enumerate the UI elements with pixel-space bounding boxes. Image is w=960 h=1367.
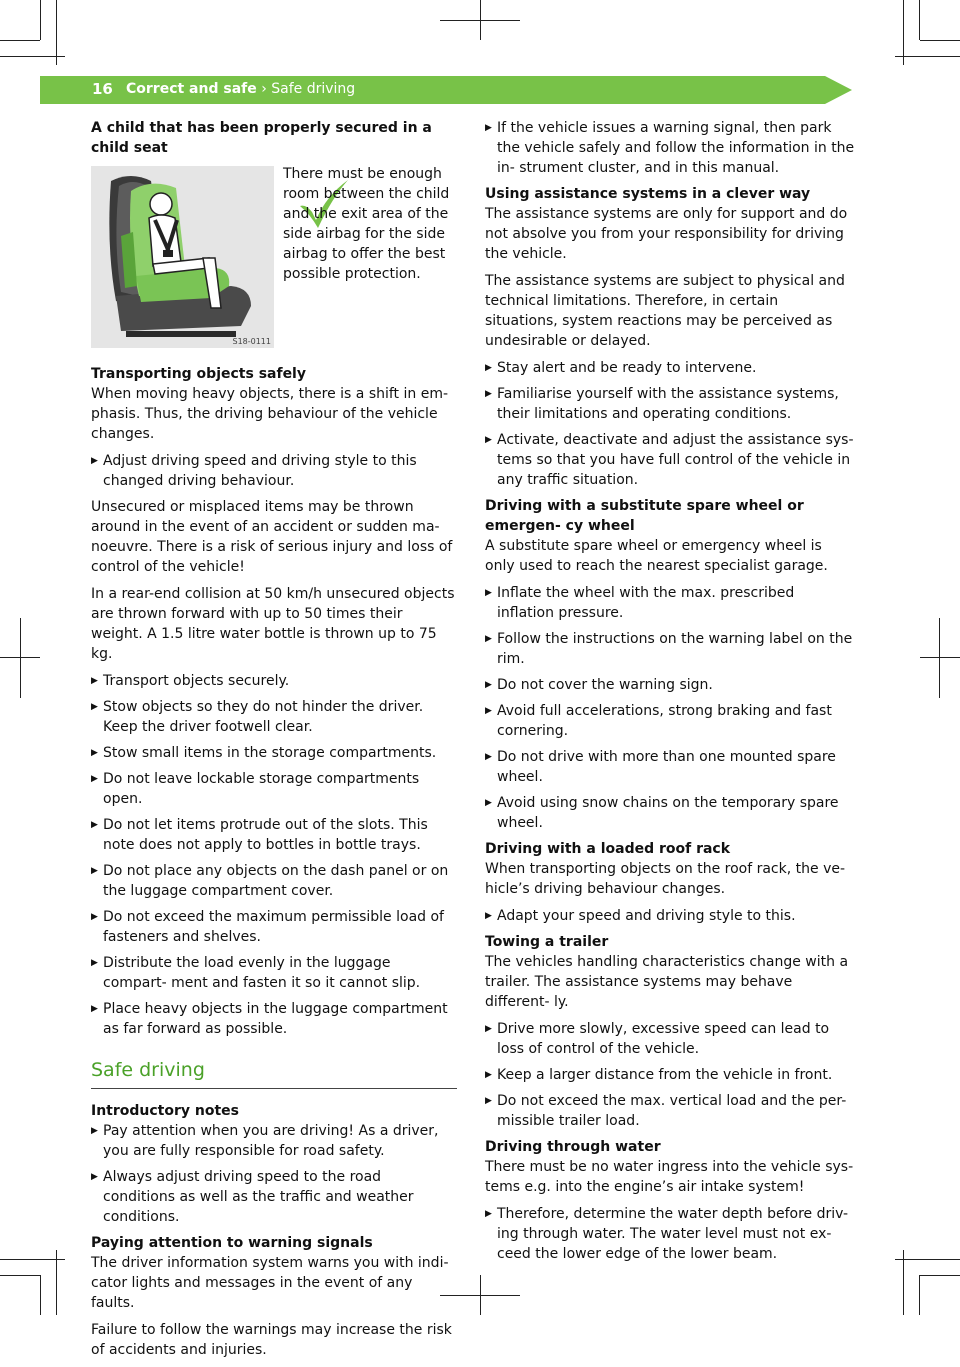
crop-mark	[895, 1259, 960, 1260]
list-item: ▶ Do not exceed the max. vertical load and the per- missible trailer load.	[485, 1091, 855, 1131]
left-column	[91, 118, 457, 1367]
crop-mark	[939, 618, 940, 698]
child-seat-figure	[91, 118, 457, 346]
crop-mark	[40, 0, 41, 40]
crop-mark	[480, 1275, 481, 1315]
list-item: ▶ Activate, deactivate and adjust the assistance sys- tems so that you have full control of the vehicle in any traffic situation.	[485, 430, 855, 490]
intro-heading: Introductory notes	[91, 1103, 239, 1119]
breadcrumb-separator: ›	[256, 81, 272, 97]
breadcrumb	[126, 81, 355, 97]
list-item: ▶ Follow the instructions on the warning label on the rim.	[485, 629, 855, 669]
child-seat-heading: A child that has been properly secured in a child seat	[91, 120, 432, 156]
list-item: ▶ Transport objects securely.	[91, 671, 457, 691]
water-heading: Driving through water	[485, 1139, 661, 1155]
list-item: ▶ Adapt your speed and driving style to this.	[485, 906, 855, 926]
trailer-paragraph-1: The vehicles handling characteristics change with a trailer. The assistance systems may behave different- ly.	[485, 954, 849, 1010]
spare-heading: Driving with a substitute spare wheel or emergen- cy wheel	[485, 498, 804, 534]
list-item: ▶ Adjust driving speed and driving style to this changed driving behaviour.	[91, 451, 457, 491]
water-paragraph-1: There must be no water ingress into the vehicle sys- tems e.g. into the engine’s air intake system!	[485, 1159, 854, 1195]
crop-mark	[920, 657, 960, 658]
assist-paragraph-2: The assistance systems are subject to physical and technical limitations. Therefore, in certain situations, system reactions may be perceived as undesirable or delayed.	[485, 273, 845, 349]
list-item: ▶ Inflate the wheel with the max. prescribed inflation pressure.	[485, 583, 855, 623]
list-item: ▶ Drive more slowly, excessive speed can lead to loss of control of the vehicle.	[485, 1019, 855, 1059]
crop-mark	[895, 56, 960, 57]
list-item: ▶ Stay alert and be ready to intervene.	[485, 358, 855, 378]
crop-mark	[40, 1275, 41, 1315]
crop-mark	[920, 40, 960, 41]
breadcrumb-section: Safe driving	[271, 81, 356, 97]
crop-mark	[919, 1275, 920, 1315]
warning-paragraph-2: Failure to follow the warnings may increase the risk of accidents and injuries.	[91, 1322, 452, 1358]
list-item: ▶ Distribute the load evenly in the luggage compart- ment and fasten it so it cannot slip.	[91, 953, 457, 993]
crop-mark	[0, 56, 65, 57]
crop-mark	[0, 1259, 65, 1260]
list-item: ▶ Do not place any objects on the dash panel or on the luggage compartment cover.	[91, 861, 457, 901]
roof-paragraph-1: When transporting objects on the roof rack, the ve- hicle’s driving behaviour changes.	[485, 861, 846, 897]
list-item: ▶ Stow small items in the storage compartments.	[91, 743, 457, 763]
list-item: ▶ Therefore, determine the water depth before driv- ing through water. The water level must not ex- ceed the lower edge of the lower beam.	[485, 1204, 855, 1264]
transport-paragraph-3: In a rear-end collision at 50 km/h unsecured objects are thrown forward with up to 50 times their weight. A 1.5 litre water bottle is thrown up to 75 kg.	[91, 586, 455, 662]
list-item: ▶ Pay attention when you are driving! As a driver, you are fully responsible for road safety.	[91, 1121, 457, 1161]
list-item: ▶ Familiarise yourself with the assistance systems, their limitations and operating conditions.	[485, 384, 855, 424]
warning-heading: Paying attention to warning signals	[91, 1235, 373, 1251]
list-item: ▶ Avoid using snow chains on the temporary spare wheel.	[485, 793, 855, 833]
crop-mark	[0, 1275, 40, 1276]
transport-paragraph-1: When moving heavy objects, there is a shift in em- phasis. Thus, the driving behaviour of the vehicle changes.	[91, 386, 449, 442]
assist-paragraph-1: The assistance systems are only for support and do not absolve you from your responsibility for driving the vehicle.	[485, 206, 848, 262]
list-item: ▶ Do not leave lockable storage compartments open.	[91, 769, 457, 809]
breadcrumb-chapter[interactable]: Correct and safe	[126, 81, 257, 97]
warning-paragraph-1: The driver information system warns you with indi- cator lights and messages in the event of any faults.	[91, 1255, 449, 1311]
list-item: ▶ Avoid full accelerations, strong braking and fast cornering.	[485, 701, 855, 741]
list-item: ▶ Keep a larger distance from the vehicle in front.	[485, 1065, 855, 1085]
section-title-safe-driving: Safe driving	[91, 1059, 457, 1089]
crop-mark	[920, 1275, 960, 1276]
list-item: ▶ Do not drive with more than one mounted spare wheel.	[485, 747, 855, 787]
crop-mark	[919, 0, 920, 40]
page-number: 16	[92, 80, 113, 98]
child-seat-illustration	[91, 166, 274, 348]
crop-mark	[0, 40, 40, 41]
crop-mark	[20, 618, 21, 698]
list-item: ▶ Do not cover the warning sign.	[485, 675, 855, 695]
trailer-heading: Towing a trailer	[485, 934, 609, 950]
roof-heading: Driving with a loaded roof rack	[485, 841, 731, 857]
figure-label: S18-0111	[232, 337, 271, 346]
spare-paragraph-1: A substitute spare wheel or emergency wheel is only used to reach the nearest specialist garage.	[485, 538, 828, 574]
child-seat-drawing	[91, 166, 274, 348]
list-item: ▶ Always adjust driving speed to the road conditions as well as the traffic and weather conditions.	[91, 1167, 457, 1227]
figure-caption: There must be enough room between the child and the exit area of the side airbag for the side airbag to offer the best possible protection.	[283, 166, 450, 282]
list-item: ▶ Place heavy objects in the luggage compartment as far forward as possible.	[91, 999, 457, 1039]
list-item: ▶ If the vehicle issues a warning signal, then park the vehicle safely and follow the information in the in- strument cluster, and in this manual.	[485, 118, 855, 178]
crop-mark	[480, 0, 481, 40]
list-item: ▶ Do not exceed the maximum permissible load of fasteners and shelves.	[91, 907, 457, 947]
list-item: ▶ Stow objects so they do not hinder the driver. Keep the driver footwell clear.	[91, 697, 457, 737]
list-item: ▶ Do not let items protrude out of the slots. This note does not apply to bottles in bottle trays.	[91, 815, 457, 855]
transport-heading: Transporting objects safely	[91, 366, 306, 382]
assist-heading: Using assistance systems in a clever way	[485, 186, 811, 202]
transport-paragraph-2: Unsecured or misplaced items may be thrown around in the event of an accident or sudden ma- noeuvre. There is a risk of serious injury and loss of control of the vehicle!	[91, 499, 453, 575]
right-column	[485, 118, 855, 1270]
